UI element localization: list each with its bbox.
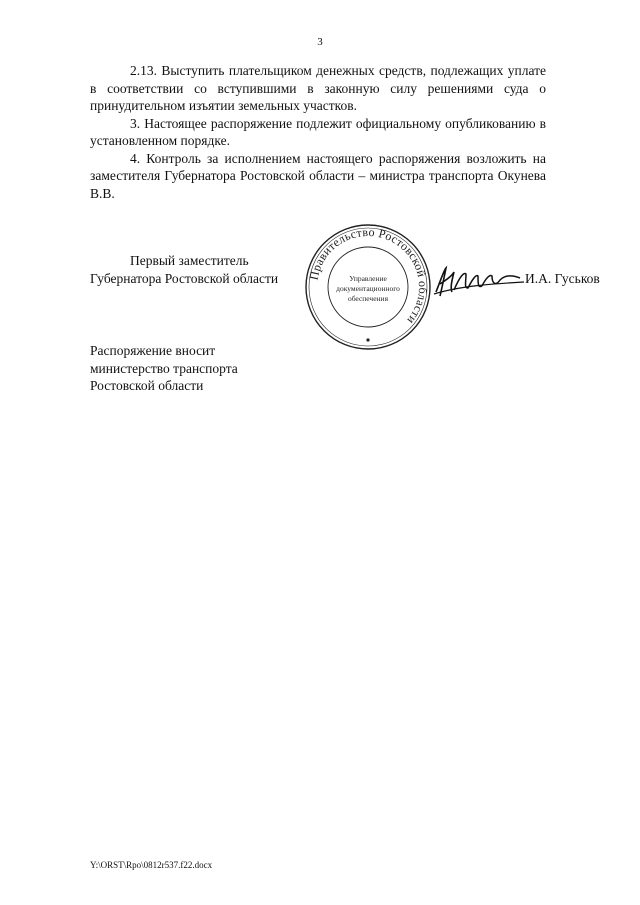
document-body [90,62,546,202]
paragraph-4: 4. Контроль за исполнением настоящего распоряжения возложить на заместителя Губернатора Ростовской области – министра транспорта Окунева В.В. [90,150,546,201]
seal-dot [366,338,369,341]
paragraph-3: 3. Настоящее распоряжение подлежит официальному опубликованию в установленном порядке. [90,115,546,148]
signatory-name: И.А. Гуськов [525,271,600,286]
seal-ring-text-path: Правительство Ростовской области [306,224,431,328]
submitter-line3: Ростовской области [90,378,204,393]
paragraph-2-13: 2.13. Выступить плательщиком денежных средств, подлежащих уплате в соответствии со вступившими в законную силу решениями суда о принудительном изъятии земельных участков. [90,63,546,113]
submitter-block [90,342,238,395]
footer-file-path: Y:\ORST\Rpo\0812r537.f22.docx [90,860,213,870]
signatory-title-line2: Губернатора Ростовской области [90,270,279,286]
submitter-line2: министерство транспорта [90,360,238,376]
signatory-title [90,252,278,287]
signatory-title-line1: Первый заместитель [130,253,249,268]
page-number: 3 [317,36,323,48]
seal-center-line3: обеспечения [347,294,389,303]
seal-center-line2: документационного [336,284,400,293]
official-seal [303,222,433,352]
submitter-line1: Распоряжение вносит [90,343,216,358]
seal-center-line1: Управление [349,274,387,283]
handwritten-signature [430,262,526,302]
